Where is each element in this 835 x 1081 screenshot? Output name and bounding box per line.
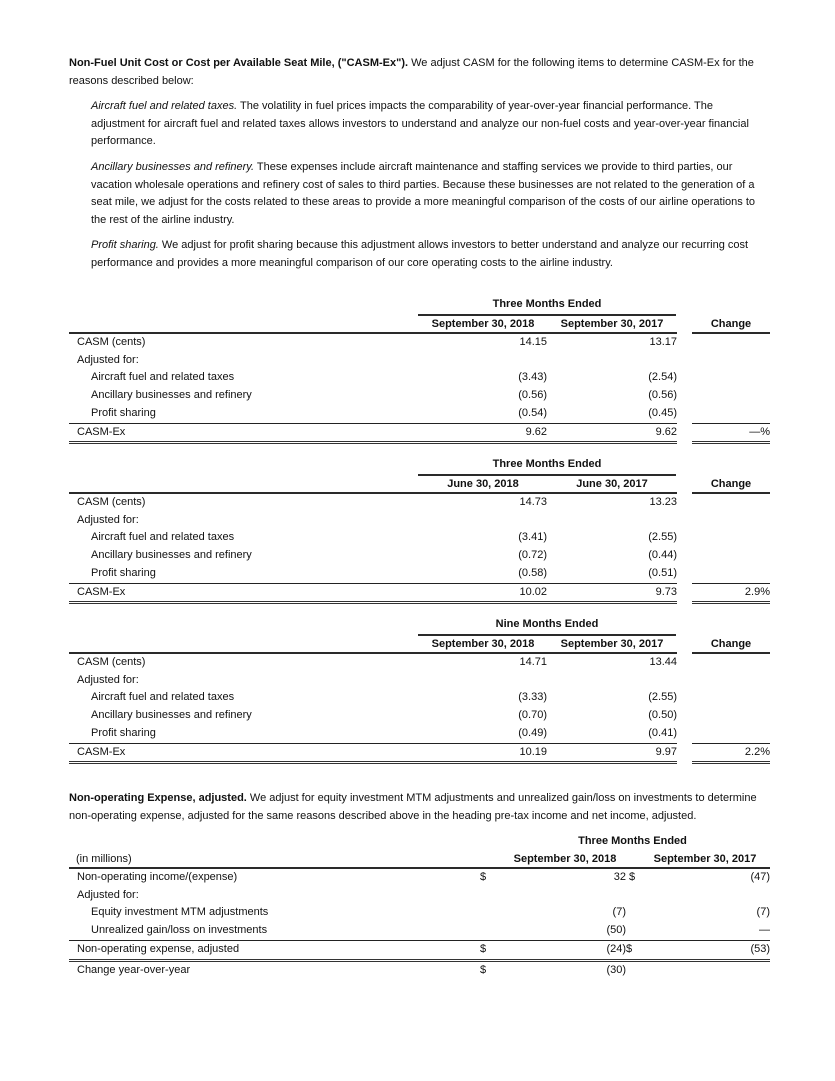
- col1-header: September 30, 2018: [513, 853, 617, 865]
- row-label: Aircraft fuel and related taxes: [91, 691, 235, 704]
- row-label: Ancillary businesses and refinery: [91, 549, 252, 562]
- value-2018: 14.71: [519, 656, 547, 668]
- change-value: [692, 512, 770, 530]
- value-2018: (0.70): [518, 709, 547, 722]
- value-2018: [418, 512, 547, 530]
- ancillary-adjustment-title: Ancillary businesses and refinery.: [91, 161, 255, 173]
- value-2018: (0.54): [518, 406, 547, 419]
- table-row: [69, 547, 770, 565]
- currency-symbol: $: [480, 940, 500, 960]
- value-2017: [644, 887, 770, 905]
- table-row: [69, 707, 770, 725]
- table-row: [69, 565, 770, 583]
- unit-label: (in millions): [76, 853, 132, 865]
- table-row: [69, 529, 770, 547]
- period-header: Three Months Ended: [492, 298, 602, 310]
- change-value: [692, 707, 770, 725]
- row-label: Profit sharing: [91, 406, 156, 419]
- currency-symbol: [626, 904, 644, 922]
- change-value: 2.2%: [692, 743, 770, 763]
- value-2018: (3.43): [518, 371, 547, 384]
- currency-symbol: [626, 887, 644, 905]
- value-2018: (0.72): [518, 549, 547, 562]
- nonop-intro-text: We adjust for equity investment MTM adjustments and unrealized gain/loss on investments to determine non-operating expense, adjusted for the same reasons described above in the heading pre-tax income and net income, adjusted.: [69, 792, 757, 822]
- change-value: [692, 494, 770, 512]
- currency-symbol: [480, 887, 500, 905]
- currency-symbol: $: [480, 963, 487, 976]
- value-2018: (24): [500, 940, 626, 960]
- ancillary-adjustment-text: These expenses include aircraft maintenance and staffing services we provide to third parties, our vacation wholesale operations and refinery cost of sales to third parties. Because these businesses are not related to the generation of a seat mile, we adjust for the costs related to these areas to provide a more meaningful comparison of the costs of our airline operations to the rest of the airline industry.: [91, 161, 756, 226]
- change-header: Change: [710, 478, 752, 490]
- change-value: —%: [692, 423, 770, 443]
- value-2017: 9.97: [547, 743, 677, 763]
- table-row: [69, 494, 770, 512]
- value-2017: [547, 672, 677, 690]
- row-label: CASM-Ex: [69, 423, 418, 443]
- change-value: [692, 672, 770, 690]
- row-label: CASM-Ex: [69, 583, 418, 603]
- value-2018: (7): [612, 906, 626, 919]
- casm-heading: Non-Fuel Unit Cost or Cost per Available Seat Mile, ("CASM-Ex").: [69, 57, 409, 69]
- row-label: Adjusted for:: [77, 353, 139, 366]
- col1-header: June 30, 2018: [447, 478, 519, 490]
- value-2018: (0.58): [518, 566, 547, 579]
- col2-header: June 30, 2017: [576, 478, 648, 490]
- value-2018: [418, 352, 547, 370]
- change-value: [692, 352, 770, 370]
- value-2018: (0.56): [518, 389, 547, 402]
- change-value: [692, 689, 770, 707]
- value-2018: 14.73: [519, 496, 547, 508]
- value-2017: 9.73: [547, 583, 677, 603]
- row-label: Adjusted for:: [77, 513, 139, 526]
- change-value: [692, 725, 770, 743]
- fuel-adjustment-paragraph: [91, 98, 767, 151]
- row-label: Adjusted for:: [77, 888, 139, 901]
- value-2018: (30): [606, 963, 626, 976]
- period-header: Nine Months Ended: [495, 618, 599, 630]
- change-value: [692, 529, 770, 547]
- table-row-total: [69, 743, 770, 763]
- ancillary-adjustment-paragraph: [91, 159, 767, 229]
- row-label: CASM (cents): [77, 496, 146, 508]
- row-label: Adjusted for:: [77, 673, 139, 686]
- table-row: [69, 334, 770, 352]
- nonop-table-body: [69, 869, 770, 979]
- table-row: [69, 887, 770, 905]
- table-row: [69, 869, 770, 887]
- value-2018: 9.62: [418, 423, 547, 443]
- table-row-total: [69, 583, 770, 603]
- table-row: [69, 689, 770, 707]
- table-row: [69, 369, 770, 387]
- value-2017: —: [759, 924, 770, 937]
- value-2018: [500, 887, 626, 905]
- row-label: Non-operating expense, adjusted: [69, 940, 480, 960]
- fuel-adjustment-text: The volatility in fuel prices impacts the comparability of year-over-year financial performance. The adjustment for aircraft fuel and related taxes allows investors to understand and analyze our non-fuel costs and year-over-year financial performance.: [91, 100, 749, 147]
- value-2018: 10.02: [418, 583, 547, 603]
- period-header: Three Months Ended: [492, 458, 602, 470]
- table-row: [69, 725, 770, 743]
- value-2018: (50): [606, 924, 626, 937]
- row-label: Ancillary businesses and refinery: [91, 709, 252, 722]
- profit-sharing-title: Profit sharing.: [91, 239, 159, 251]
- row-label: CASM-Ex: [69, 743, 418, 763]
- value-2017: (2.55): [648, 691, 677, 704]
- currency-symbol: $: [629, 871, 636, 883]
- value-2018: (0.49): [518, 726, 547, 739]
- table-row-total: [69, 423, 770, 443]
- value-2017: (2.55): [648, 531, 677, 544]
- casm-intro-text: We adjust CASM for the following items to determine CASM-Ex for the reasons described below:: [69, 57, 754, 87]
- casm-table-body: [69, 654, 770, 764]
- change-value: [692, 654, 770, 672]
- value-2017: [547, 512, 677, 530]
- value-2017: (7): [756, 906, 770, 919]
- col2-header: September 30, 2017: [653, 853, 757, 865]
- currency-symbol: [626, 960, 644, 979]
- row-label: Change year-over-year: [77, 963, 191, 976]
- value-2018: (3.33): [518, 691, 547, 704]
- currency-symbol: $: [626, 940, 644, 960]
- change-value: [692, 547, 770, 565]
- table-row: [69, 405, 770, 423]
- value-2017: (0.41): [648, 726, 677, 739]
- value-2017: (0.56): [648, 389, 677, 402]
- table-row: [69, 387, 770, 405]
- fuel-adjustment-title: Aircraft fuel and related taxes.: [91, 100, 238, 112]
- currency-symbol: $: [480, 871, 487, 883]
- change-value: [692, 334, 770, 352]
- row-label: Non-operating income/(expense): [77, 871, 238, 883]
- table-row: [69, 654, 770, 672]
- value-2018: [418, 672, 547, 690]
- value-2017: 9.62: [547, 423, 677, 443]
- value-2017: 13.44: [649, 656, 677, 668]
- change-value: [692, 369, 770, 387]
- table-row: [69, 904, 770, 922]
- casm-table-body: [69, 334, 770, 444]
- value-2017: [547, 352, 677, 370]
- change-value: [692, 387, 770, 405]
- change-value: 2.9%: [692, 583, 770, 603]
- currency-symbol: [626, 922, 644, 940]
- nonop-heading: Non-operating Expense, adjusted.: [69, 792, 247, 804]
- value-2017: 13.17: [649, 336, 677, 348]
- value-2017: [644, 960, 770, 979]
- table-row: [69, 922, 770, 940]
- col2-header: September 30, 2017: [560, 638, 664, 650]
- table-row: [69, 352, 770, 370]
- col1-header: September 30, 2018: [431, 638, 535, 650]
- period-header: Three Months Ended: [578, 835, 687, 847]
- casm-table-body: [69, 494, 770, 604]
- casm-intro-paragraph: [69, 55, 769, 90]
- value-2017: (2.54): [648, 371, 677, 384]
- value-2018: 14.15: [519, 336, 547, 348]
- row-label: CASM (cents): [77, 656, 146, 668]
- row-label: Profit sharing: [91, 566, 156, 579]
- table-row: [69, 960, 770, 979]
- value-2017: (53): [644, 940, 770, 960]
- table-row: [69, 512, 770, 530]
- value-2017: (0.50): [648, 709, 677, 722]
- currency-symbol: [480, 904, 500, 922]
- row-label: Equity investment MTM adjustments: [91, 906, 269, 919]
- value-2017: (0.45): [648, 406, 677, 419]
- value-2018: (3.41): [518, 531, 547, 544]
- change-header: Change: [710, 638, 752, 650]
- row-label: Aircraft fuel and related taxes: [91, 531, 235, 544]
- row-label: Ancillary businesses and refinery: [91, 389, 252, 402]
- change-value: [692, 405, 770, 423]
- profit-sharing-text: We adjust for profit sharing because this adjustment allows investors to better understand and analyze our recurring cost performance and provides a more meaningful comparison of our core operating costs to the airline industry.: [91, 239, 749, 269]
- row-label: Aircraft fuel and related taxes: [91, 371, 235, 384]
- table-row: [69, 672, 770, 690]
- col2-header: September 30, 2017: [560, 318, 664, 330]
- value-2018: 32: [613, 871, 626, 883]
- row-label: CASM (cents): [77, 336, 146, 348]
- col1-header: September 30, 2018: [431, 318, 535, 330]
- table-row-total: [69, 940, 770, 960]
- nonop-intro-paragraph: [69, 790, 769, 825]
- value-2017: (0.51): [648, 566, 677, 579]
- value-2018: 10.19: [418, 743, 547, 763]
- value-2017: (0.44): [648, 549, 677, 562]
- row-label: Unrealized gain/loss on investments: [91, 924, 268, 937]
- currency-symbol: [480, 922, 500, 940]
- profit-sharing-paragraph: [91, 237, 767, 272]
- value-2017: 13.23: [649, 496, 677, 508]
- change-value: [692, 565, 770, 583]
- value-2017: (47): [750, 871, 770, 883]
- row-label: Profit sharing: [91, 726, 156, 739]
- change-header: Change: [710, 318, 752, 330]
